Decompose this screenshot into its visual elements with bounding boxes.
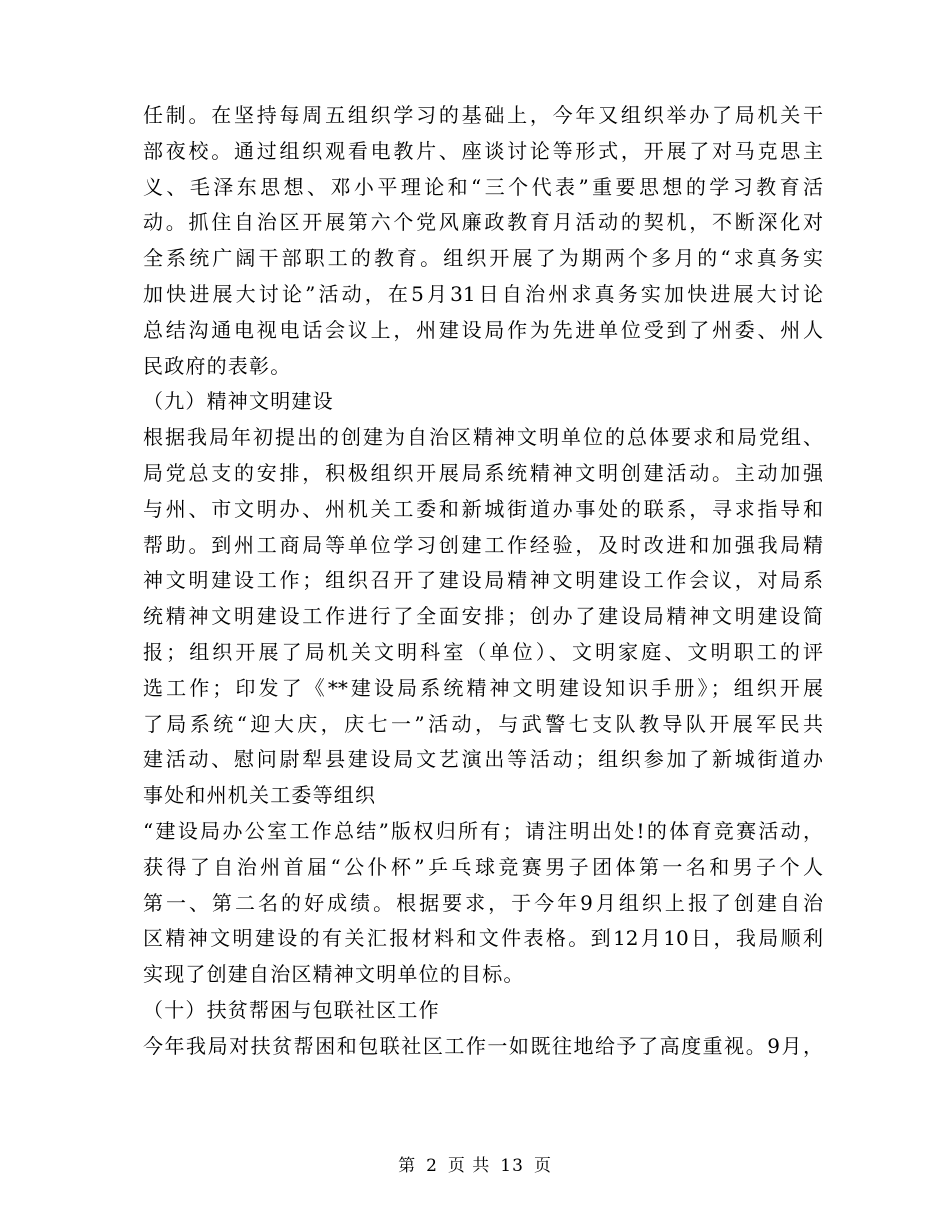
text-line: 报；组织开展了局机关文明科室（单位）、文明家庭、文明职工的评 xyxy=(143,639,823,664)
text-line: 帮助。到州工商局等单位学习创建工作经验，及时改进和加强我局精 xyxy=(143,532,823,557)
text-line: 选工作；印发了《**建设局系统精神文明建设知识手册》；组织开展 xyxy=(143,675,823,700)
text-line: 今年我局对扶贫帮困和包联社区工作一如既往地给予了高度重视。9月， xyxy=(143,1033,823,1058)
text-line: 加快进展大讨论”活动，在5月31日自治州求真务实加快进展大讨论 xyxy=(143,281,823,306)
text-line: 实现了创建自治区精神文明单位的目标。 xyxy=(143,962,525,987)
text-line: 事处和州机关工委等组织 xyxy=(143,783,377,808)
text-line: “建设局办公室工作总结”版权归所有；请注明出处!的体育竞赛活动， xyxy=(143,818,823,843)
text-line: 第一、第二名的好成绩。根据要求，于今年9月组织上报了创建自治 xyxy=(143,890,823,915)
text-line: 总结沟通电视电话会议上，州建设局作为先进单位受到了州委、州人 xyxy=(143,317,823,342)
footer-prefix: 第 xyxy=(398,1156,417,1176)
text-line: （九）精神文明建设 xyxy=(143,389,334,414)
text-line: 神文明建设工作；组织召开了建设局精神文明建设工作会议，对局系 xyxy=(143,568,823,593)
body-text xyxy=(143,98,823,1065)
text-line: 区精神文明建设的有关汇报材料和文件表格。到12月10日，我局顺利 xyxy=(143,926,823,951)
text-line: 全系统广阔干部职工的教育。组织开展了为期两个多月的“求真务实 xyxy=(143,246,823,271)
footer-total-pages: 13 xyxy=(500,1156,524,1176)
text-line: 民政府的表彰。 xyxy=(143,353,292,378)
text-line: 义、毛泽东思想、邓小平理论和“三个代表”重要思想的学习教育活 xyxy=(143,174,823,199)
text-line: 了局系统“迎大庆，庆七一”活动，与武警七支队教导队开展军民共 xyxy=(143,711,823,736)
footer-middle: 页 共 xyxy=(447,1156,491,1176)
text-line: 动。抓住自治区开展第六个党风廉政教育月活动的契机，不断深化对 xyxy=(143,210,823,235)
text-line: 局党总支的安排，积极组织开展局系统精神文明创建活动。主动加强 xyxy=(143,460,823,485)
text-line: 统精神文明建设工作进行了全面安排；创办了建设局精神文明建设简 xyxy=(143,604,823,629)
text-line: （十）扶贫帮困与包联社区工作 xyxy=(143,997,440,1022)
text-line: 建活动、慰问尉犁县建设局文艺演出等活动；组织参加了新城街道办 xyxy=(143,747,823,772)
page-footer xyxy=(0,1151,950,1176)
text-line: 根据我局年初提出的创建为自治区精神文明单位的总体要求和局党组、 xyxy=(143,425,823,450)
text-line: 部夜校。通过组织观看电教片、座谈讨论等形式，开展了对马克思主 xyxy=(143,138,823,163)
footer-page-number: 2 xyxy=(426,1156,438,1176)
text-line: 获得了自治州首届“公仆杯”乒乓球竞赛男子团体第一名和男子个人 xyxy=(143,854,823,879)
text-line: 任制。在坚持每周五组织学习的基础上，今年又组织举办了局机关干 xyxy=(143,103,823,127)
footer-suffix: 页 xyxy=(533,1156,552,1176)
text-line: 与州、市文明办、州机关工委和新城街道办事处的联系，寻求指导和 xyxy=(143,496,823,521)
